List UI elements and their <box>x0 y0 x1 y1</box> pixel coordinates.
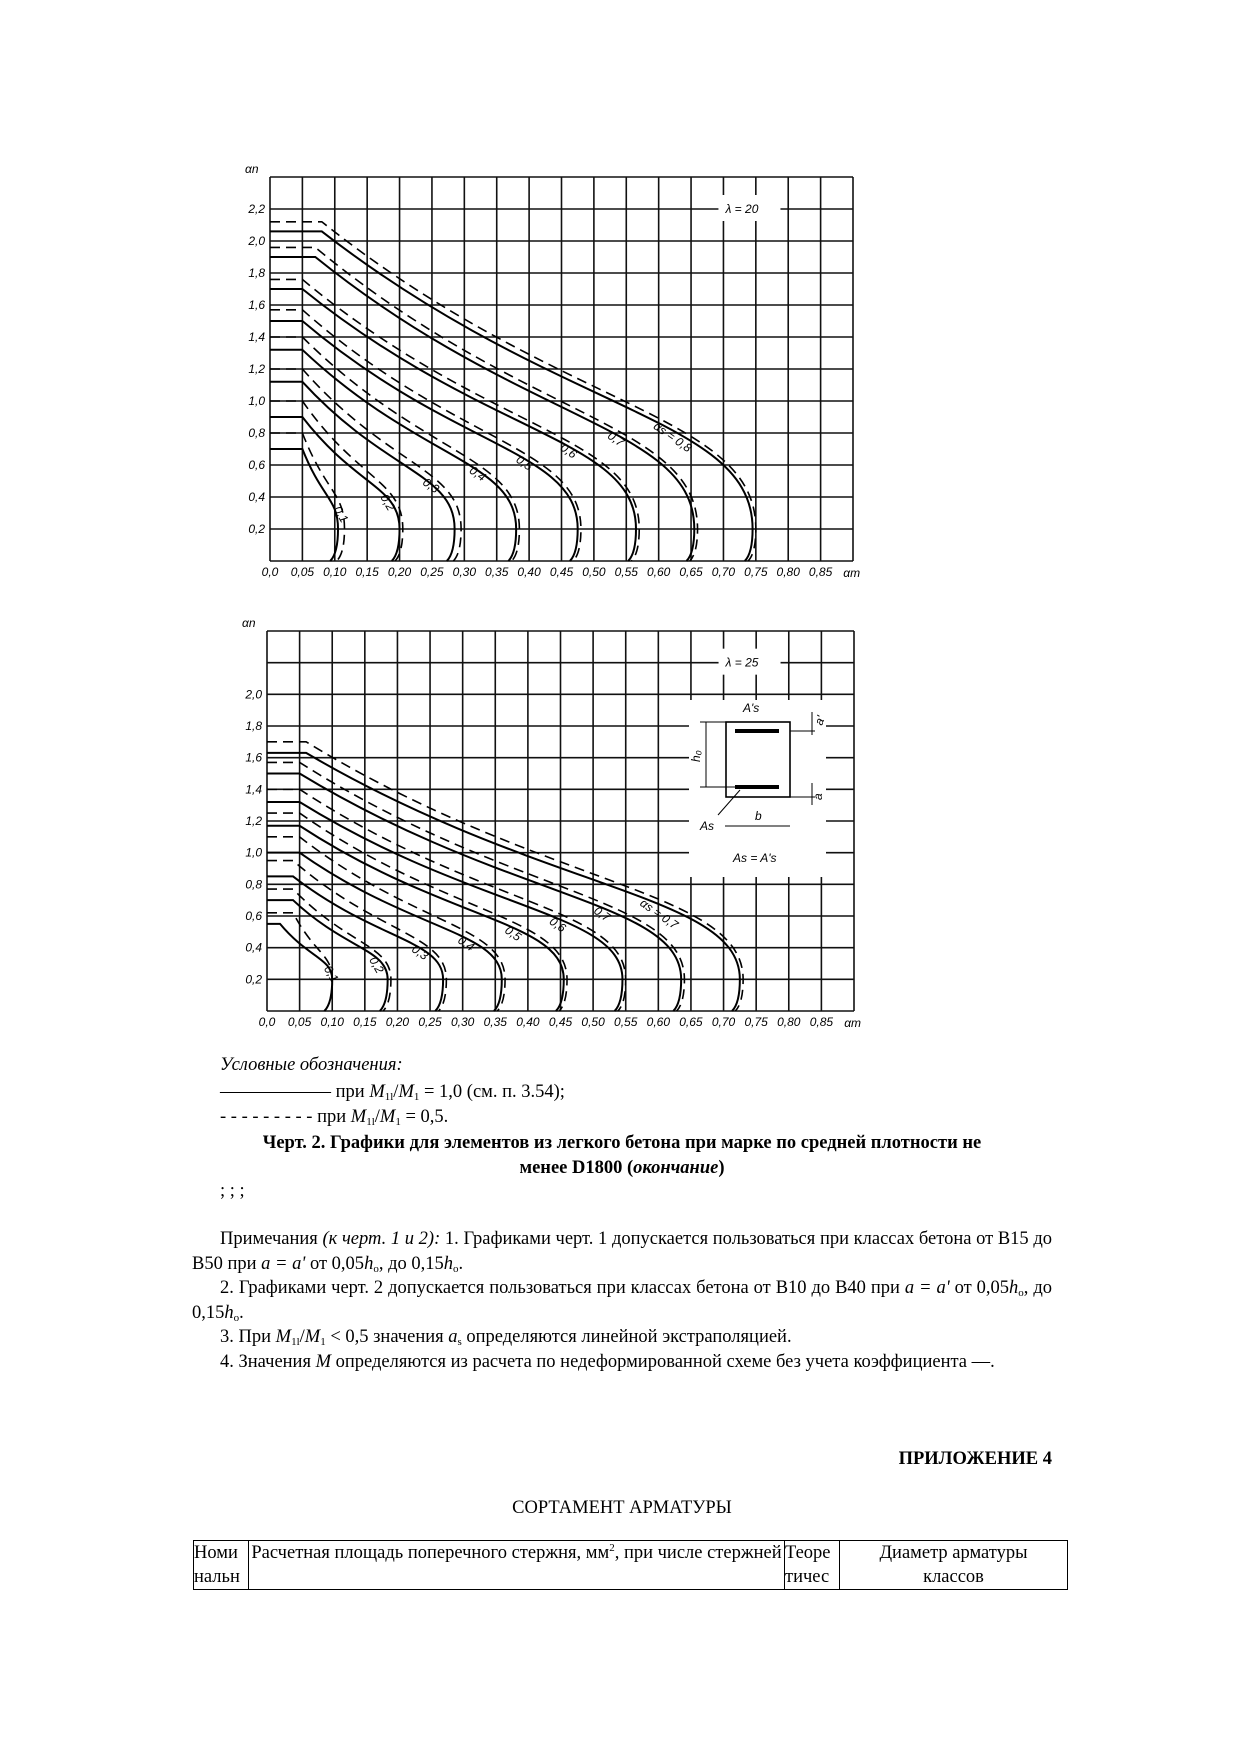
a-top-label: a' <box>811 713 828 728</box>
x-tick-label: 0,75 <box>744 565 768 579</box>
header-line: Теоре <box>785 1543 831 1563</box>
y-axis-label: αn <box>245 162 259 176</box>
figure-caption-line2 <box>192 1156 1052 1181</box>
text-run: = 0,5. <box>400 1107 449 1127</box>
legend-title: Условные обозначения: <box>220 1055 403 1075</box>
curve-label: 0,3 <box>420 475 442 497</box>
x-tick-label: 0,50 <box>581 1015 605 1029</box>
y-tick-label: 1,4 <box>245 782 262 797</box>
chart-2 <box>242 616 861 1030</box>
y-tick-label: 1,4 <box>248 330 265 344</box>
header-line: Номи <box>194 1543 238 1563</box>
header-text: Диаметр арматуры классов <box>879 1543 1028 1587</box>
x-tick-label: 0,0 <box>261 565 279 579</box>
text-run: / <box>393 1082 399 1102</box>
dashed-line-sample: - - - - - - - - - <box>220 1107 313 1127</box>
text-run: h <box>1009 1278 1019 1298</box>
text-run: M <box>304 1327 321 1347</box>
text-run: 1. Графиками черт. 1 допускается пользоваться при классах бетона от В15 до В50 при <box>192 1229 1053 1274</box>
x-tick-label: 0,05 <box>290 565 315 579</box>
text-run: 4. Значения <box>220 1351 316 1372</box>
curve-label: 0,2 <box>377 491 398 514</box>
y-tick-label: 1,0 <box>245 845 262 860</box>
curve-label: 0,6 <box>557 440 580 462</box>
text-run: 1 <box>413 1091 420 1103</box>
header-diameter <box>840 1541 1068 1590</box>
text-run: (к черт. 1 и 2): <box>322 1229 441 1249</box>
curve-label: 0,1 <box>321 963 342 985</box>
x-tick-label: 0,25 <box>418 1015 442 1029</box>
text-run: / <box>299 1327 305 1347</box>
text-run: o <box>1018 1287 1024 1299</box>
y-tick-label: 0,2 <box>245 972 262 987</box>
y-tick-label: 1,0 <box>248 394 265 408</box>
note-1 <box>192 1227 1052 1276</box>
x-tick-label: 0,65 <box>679 1015 703 1029</box>
x-tick-label: 0,20 <box>385 1015 410 1029</box>
legend-dashed-text <box>312 1107 448 1127</box>
caption-italic: окончание <box>633 1158 719 1178</box>
note-2 <box>192 1276 1052 1325</box>
x-tick-label: 0,30 <box>452 565 477 579</box>
x-tick-label: 0,85 <box>808 565 833 579</box>
y-tick-label: 1,6 <box>248 298 265 312</box>
text-run: M <box>275 1327 292 1347</box>
caption-close: ) <box>718 1158 725 1178</box>
text-run: 3. При <box>220 1327 276 1347</box>
header-text: , при числе стержней <box>614 1543 782 1563</box>
y-tick-label: 1,2 <box>248 362 265 376</box>
x-tick-label: 0,10 <box>320 1015 344 1029</box>
x-tick-label: 0,35 <box>485 565 509 579</box>
x-tick-label: 0,20 <box>387 565 412 579</box>
y-tick-label: 1,8 <box>248 266 265 280</box>
x-tick-label: 0,80 <box>777 1015 801 1029</box>
curve-label: αs = 0,7 <box>637 895 681 933</box>
note-4 <box>192 1350 1052 1375</box>
x-tick-label: 0,15 <box>353 1015 377 1029</box>
text-run: . <box>458 1253 464 1274</box>
text-run: a = a' <box>904 1278 950 1298</box>
text-run: a = a' <box>261 1253 306 1274</box>
text-run: o <box>233 1311 240 1324</box>
curve-dashed-0.4 <box>270 337 519 561</box>
header-nominal <box>194 1541 249 1590</box>
text-run: o <box>373 1262 379 1275</box>
y-tick-label: 0,8 <box>248 426 265 440</box>
text-run: / <box>374 1107 380 1127</box>
figure-caption-line1: Черт. 2. Графики для элементов из легкого бетона при марке по средней плотности не <box>262 1133 982 1153</box>
stray-text: ; ; ; <box>220 1181 245 1201</box>
x-tick-label: 0,55 <box>614 565 638 579</box>
curve-dashed-0.3 <box>267 861 446 1011</box>
as-top-label: A's <box>743 701 760 715</box>
text-run: h <box>443 1253 453 1274</box>
curve-label: 0,5 <box>513 452 536 474</box>
legend-solid <box>220 1080 565 1105</box>
h0-label: h₀ <box>689 750 703 762</box>
x-tick-label: 0,60 <box>646 565 671 579</box>
as-bottom-label: As <box>700 819 715 833</box>
text-run: M <box>369 1082 385 1102</box>
header-theoretical <box>785 1541 840 1590</box>
y-tick-label: 1,2 <box>245 814 262 828</box>
text-run: 1 <box>395 1116 401 1128</box>
text-run: Примечания <box>220 1229 323 1249</box>
solid-line-sample: —————— <box>220 1082 331 1102</box>
text-run: 1 <box>320 1336 326 1348</box>
header-line: тичес <box>785 1567 830 1587</box>
curve-dashed-0.5 <box>267 813 567 1011</box>
text-run: , до 0,15 <box>378 1253 444 1274</box>
x-tick-label: 0,75 <box>744 1015 768 1029</box>
x-tick-label: 0,15 <box>355 565 379 579</box>
x-tick-label: 0,80 <box>776 565 800 579</box>
x-tick-label: 0,25 <box>420 565 444 579</box>
x-tick-label: 0,55 <box>614 1015 638 1029</box>
text-run: 1l <box>291 1336 300 1348</box>
text-run: 2. Графиками черт. 2 допускается пользоваться при классах бетона от В10 до В40 при <box>220 1278 905 1298</box>
curve-label: 0,1 <box>330 503 352 526</box>
chart-title: λ = 25 <box>725 655 759 670</box>
header-area <box>249 1541 785 1590</box>
text-run: определяются из расчета по недеформированной схеме без учета коэффициента —. <box>331 1351 995 1372</box>
legend-dashed <box>220 1105 448 1130</box>
y-tick-label: 0,2 <box>248 522 265 536</box>
x-tick-label: 0,60 <box>646 1015 671 1029</box>
as-equation-label: As = A's <box>733 851 777 865</box>
text-run: при <box>312 1107 351 1127</box>
y-axis-label: αn <box>242 616 256 630</box>
a-bottom-label: a <box>811 793 825 800</box>
curve-label: 0,2 <box>366 954 387 976</box>
header-line: нальн <box>194 1567 240 1587</box>
x-axis-label: αm <box>843 566 861 580</box>
caption-text: менее D1800 ( <box>519 1158 634 1178</box>
text-run: 1l <box>384 1091 394 1103</box>
text-run: o <box>452 1262 459 1275</box>
b-label: b <box>755 809 762 823</box>
text-run: h <box>364 1253 374 1274</box>
curve-label: 0,6 <box>546 914 569 936</box>
y-tick-label: 0,6 <box>245 909 262 923</box>
y-tick-label: 0,4 <box>245 940 262 955</box>
curve-label: 0,3 <box>409 941 431 963</box>
header-text: Расчетная площадь поперечного стержня, мм <box>251 1543 610 1563</box>
curve-label: 0,5 <box>502 922 524 945</box>
curve-label: αs = 0,8 <box>650 418 695 456</box>
appendix-label: ПРИЛОЖЕНИЕ 4 <box>898 1449 1052 1469</box>
x-tick-label: 0,70 <box>711 565 736 579</box>
legend-solid-text <box>331 1082 565 1102</box>
curve-label: 0,4 <box>455 933 477 955</box>
y-tick-label: 0,4 <box>248 490 265 504</box>
text-run: . <box>239 1302 244 1323</box>
note-3 <box>192 1325 1052 1350</box>
text-run: при <box>331 1082 370 1102</box>
curve-label: 0,4 <box>466 463 489 485</box>
curve-label: 0,7 <box>605 428 627 450</box>
text-run: a <box>448 1327 458 1347</box>
x-tick-label: 0,50 <box>582 565 606 579</box>
y-tick-label: 0,8 <box>245 877 262 892</box>
text-run: M <box>315 1351 332 1372</box>
x-tick-label: 0,35 <box>483 1015 507 1029</box>
y-tick-label: 0,6 <box>248 458 265 472</box>
notes <box>192 1227 1052 1374</box>
text-run: h <box>224 1302 234 1323</box>
x-tick-label: 0,85 <box>809 1015 834 1029</box>
rebar-table <box>193 1540 1068 1590</box>
curve-dashed-0.4 <box>267 837 505 1011</box>
curve-solid-0.5 <box>270 321 578 561</box>
text-run: , до 0,15 <box>192 1278 1052 1323</box>
text-run: от 0,05 <box>949 1278 1010 1298</box>
text-run: = 1,0 (см. п. 3.54); <box>419 1082 565 1102</box>
x-tick-label: 0,0 <box>258 1015 276 1029</box>
text-run: 1l <box>366 1116 375 1128</box>
y-tick-label: 2,2 <box>248 202 265 216</box>
x-tick-label: 0,70 <box>711 1015 736 1029</box>
y-tick-label: 2,0 <box>245 687 262 702</box>
curve-dashed-0.2 <box>270 401 403 561</box>
curve-dashed-0.2 <box>267 889 391 1011</box>
curve-label: 0,7 <box>591 903 614 925</box>
text-run: s <box>457 1336 462 1348</box>
x-tick-label: 0,40 <box>516 1015 540 1029</box>
y-tick-label: 2,0 <box>248 234 265 248</box>
x-tick-label: 0,45 <box>549 565 574 579</box>
y-tick-label: 1,6 <box>245 750 262 765</box>
header-sup: 2 <box>609 1541 615 1554</box>
text-run: M <box>379 1107 396 1127</box>
text-run: от 0,05 <box>305 1253 365 1274</box>
appendix-title: СОРТАМЕНТ АРМАТУРЫ <box>512 1498 732 1518</box>
x-tick-label: 0,10 <box>323 565 347 579</box>
chart-title: λ = 20 <box>725 202 759 216</box>
y-tick-label: 1,8 <box>245 719 262 733</box>
x-tick-label: 0,45 <box>548 1015 573 1029</box>
text-run: < 0,5 значения <box>325 1327 449 1347</box>
chart-1 <box>245 162 860 580</box>
x-tick-label: 0,05 <box>287 1015 312 1029</box>
x-tick-label: 0,40 <box>517 565 541 579</box>
text-run: определяются линейной экстраполяцией. <box>461 1327 792 1347</box>
table-header-row <box>194 1541 1068 1590</box>
text-run: M <box>350 1107 367 1127</box>
x-tick-label: 0,30 <box>450 1015 475 1029</box>
x-tick-label: 0,65 <box>679 565 703 579</box>
text-run: M <box>398 1082 414 1102</box>
x-axis-label: αm <box>844 1016 862 1030</box>
